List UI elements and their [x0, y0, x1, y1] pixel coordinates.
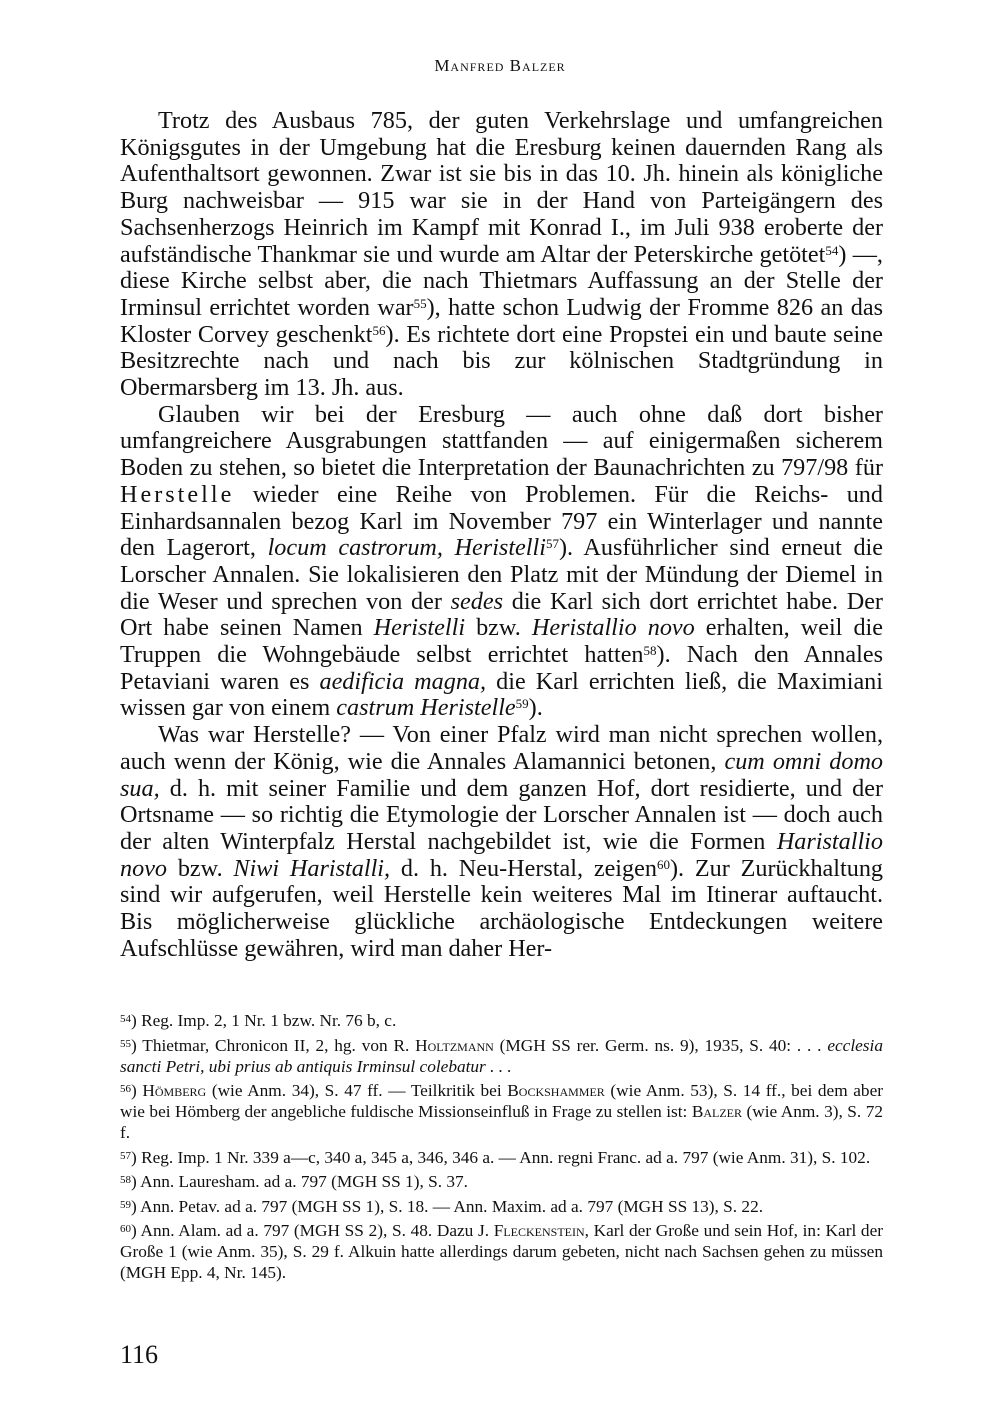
footnote-ref-59[interactable]: 59 [515, 696, 529, 712]
paragraph-2: Glauben wir bei der Eresburg — auch ohne daß dort bisher umfangreichere Ausgrabungen stattfanden — auf einigermaßen sicherem Boden zu stehen, so bietet die Interpretation der Baunachrichten zu 797/98 für Herstelle wieder eine Reihe von Problemen. Für die Reichs- und Einhardsannalen bezog Karl im November 797 ein Winterlager und nannte den Lagerort, locum castrorum, Heristelli$^{57}$). Ausführlicher sind erneut die Lorscher Annalen. Sie lokalisieren den Platz mit der Mündung der Diemel in die Weser und sprechen von der sedes die Karl sich dort errichtet habe. Der Ort habe seinen Namen Heristelli bzw. Heristallio novo erhalten, weil die Truppen die Wohngebäude selbst errichtet hatten$^{58}$). Nach den Annales Petaviani waren es aedificia magna, die Karl errichten ließ, die Maximiani wissen gar von einem castrum Heristelle$^{59}$). [120, 400, 883, 722]
footnote-60: $^{60}$) Ann. Alam. ad a. 797 (MGH SS 2), S. 48. Dazu J. Fleckenstein, Karl der Große und sein Hof, in: Karl der Große 1 (wie Anm. 35), S. 29 f. Alkuin hatte allerdings darum gebeten, nicht nach Sachsen gehen zu müssen (MGH Epp. 4, Nr. 145). [120, 1221, 883, 1282]
footnotes [120, 1010, 883, 1287]
paragraph-3: Was war Herstelle? — Von einer Pfalz wird man nicht sprechen wollen, auch wenn der König, wie die Annales Alamannici betonen, cum omni domo sua, d. h. mit seiner Familie und dem ganzen Hof, dort residierte, und der Ortsname — so richtig die Etymologie der Lorscher Annalen ist — doch auch der alten Winterpfalz Herstal nachgebildet ist, wie die Formen Haristallio novo bzw. Niwi Haristalli, d. h. Neu-Herstal, zeigen$^{60}$). Zur Zurückhaltung sind wir aufgerufen, weil Herstelle kein weiteres Mal im Itinerar auftaucht. Bis möglicherweise glückliche archäologische Entdeckungen weitere Aufschlüsse gewähren, wird man daher Her- [120, 721, 884, 962]
footnote-ref-54[interactable]: 54 [825, 242, 839, 258]
paragraph-1: Trotz des Ausbaus 785, der guten Verkehrslage und umfangreichen Königsgutes in der Umgebung hat die Eresburg keinen dauernden Rang als Aufenthaltsort gewonnen. Zwar ist sie bis in das 10. Jh. hinein als königliche Burg nachweisbar — 915 war sie in der Hand von Parteigängern des Sachsenherzogs Heinrich im Kampf mit Konrad I., im Juli 938 eroberte der aufständische Thankmar sie und wurde am Altar der Peterskirche getötet$^{54}$) —, diese Kirche selbst aber, die nach Thietmars Auffassung an der Stelle der Irminsul errichtet worden war$^{55}$), hatte schon Ludwig der Fromme 826 an das Kloster Corvey geschenkt$^{56}$). Es richtete dort eine Propstei ein und baute seine Besitzrechte nach und nach bis zur kölnischen Stadtgründung in Obermarsberg im 13. Jh. aus. [120, 107, 883, 402]
footnote-54: $^{54}$) Reg. Imp. 2, 1 Nr. 1 bzw. Nr. 76 b, c. [120, 1011, 397, 1030]
running-head: Manfred Balzer [434, 56, 566, 75]
footnote-55: $^{55}$) Thietmar, Chronicon II, 2, hg. von R. Holtzmann (MGH SS rer. Germ. ns. 9), 1935, S. 40: . . . ecclesia sancti Petri, ubi prius ab antiquis Irminsul colebatur . . . [120, 1035, 883, 1076]
footnote-ref-55[interactable]: 55 [413, 295, 427, 311]
footnote-58: $^{58}$) Ann. Lauresham. ad a. 797 (MGH SS 1), S. 37. [120, 1172, 468, 1191]
footnote-59: $^{59}$) Ann. Petav. ad a. 797 (MGH SS 1), S. 18. — Ann. Maxim. ad a. 797 (MGH SS 13), S. 22. [120, 1196, 764, 1216]
footnote-56: $^{56}$) Hömberg (wie Anm. 34), S. 47 ff. — Teilkritik bei Bockshammer (wie Anm. 53), S. 14 ff., bei dem aber wie bei Hömberg der angebliche fuldische Missionseinfluß in Frage zu stellen ist: Balzer (wie Anm. 3), S. 72 f. [120, 1081, 883, 1142]
footnote-ref-57[interactable]: 57 [545, 536, 559, 552]
page-number: 116 [120, 1340, 159, 1369]
footnote-ref-56[interactable]: 56 [372, 322, 386, 338]
footnote-ref-60[interactable]: 60 [656, 856, 670, 872]
footnote-57: $^{57}$) Reg. Imp. 1 Nr. 339 a—c, 340 a, 345 a, 346, 346 a. — Ann. regni Franc. ad a. 797 (wie Anm. 31), S. 102. [120, 1147, 871, 1167]
main-text [120, 108, 883, 963]
footnote-ref-58[interactable]: 58 [643, 643, 657, 659]
